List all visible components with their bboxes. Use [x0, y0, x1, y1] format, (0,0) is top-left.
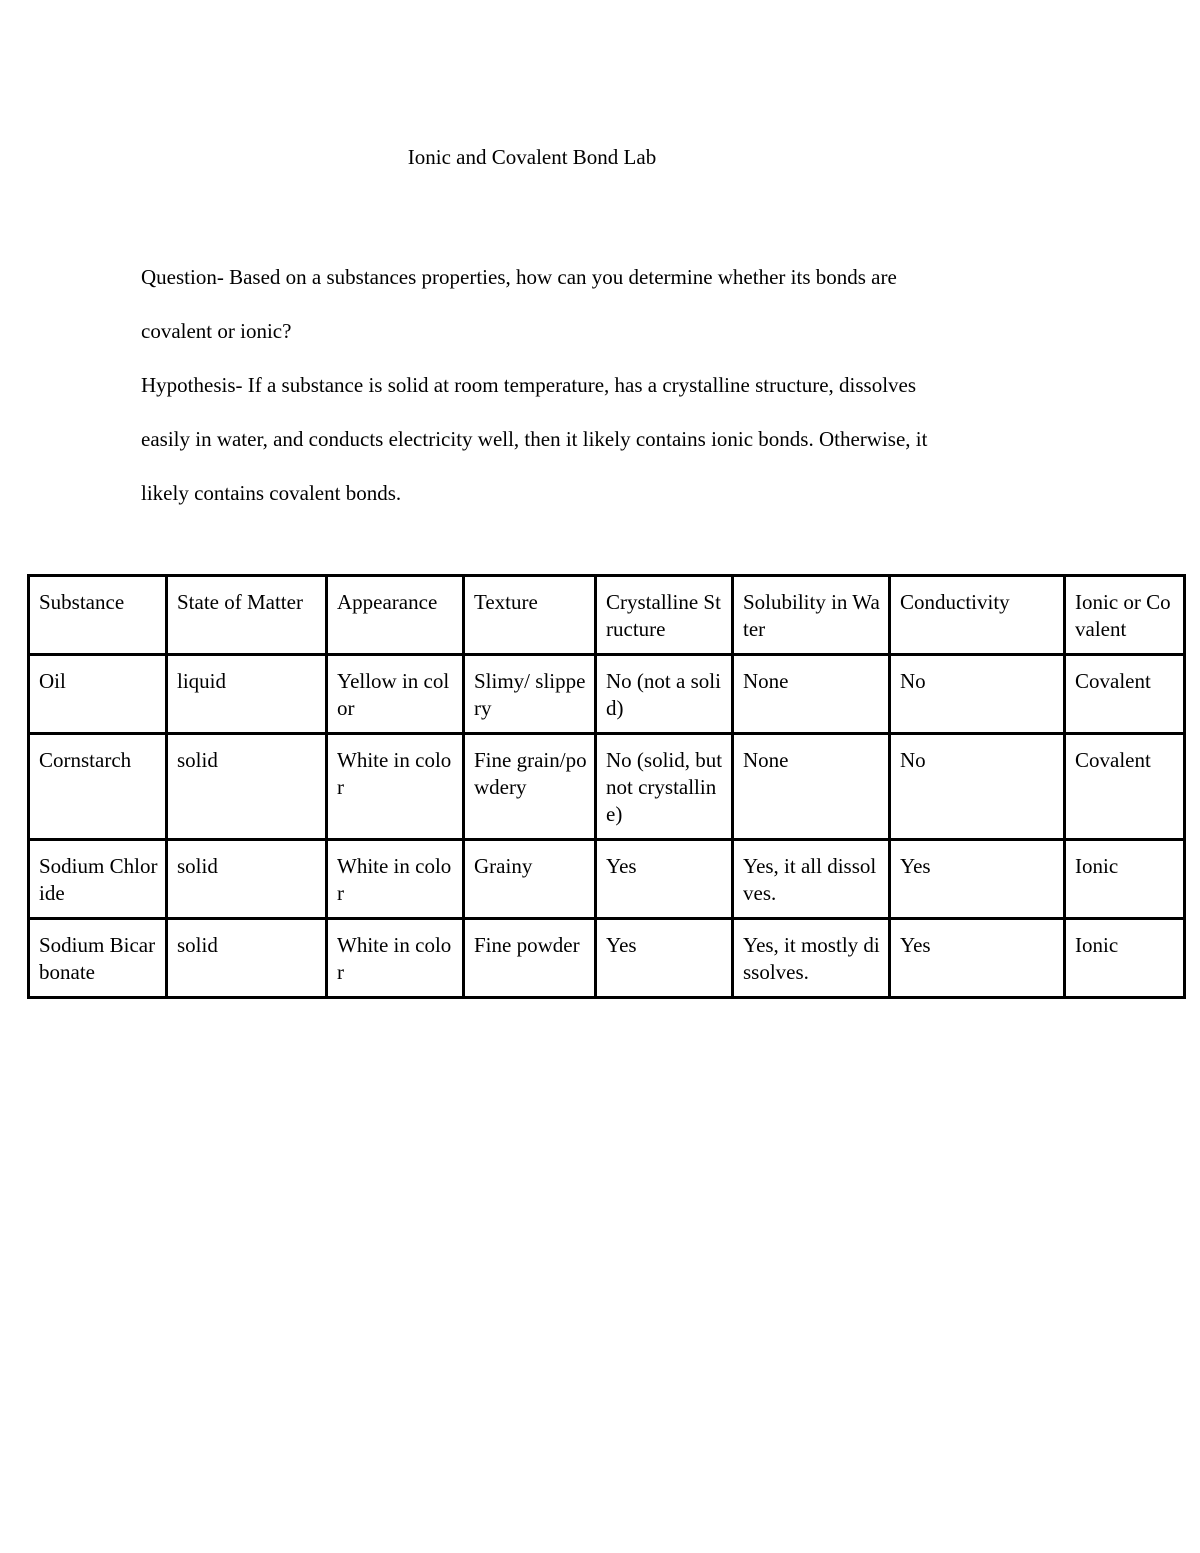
table-cell: No: [890, 734, 1065, 840]
table-cell: Oil: [29, 655, 167, 734]
question-hypothesis-text: [141, 250, 1041, 520]
table-cell: White in color: [327, 734, 464, 840]
table-row: [29, 734, 1185, 840]
table-header-row: [29, 576, 1185, 655]
table-cell: solid: [167, 840, 327, 919]
table-row: [29, 655, 1185, 734]
table-cell: Ionic: [1065, 840, 1185, 919]
table-cell: Yes: [890, 840, 1065, 919]
table-cell: Yellow in color: [327, 655, 464, 734]
table-cell: No: [890, 655, 1065, 734]
header-cell-appearance: Appearance: [327, 576, 464, 655]
table-cell: White in color: [327, 919, 464, 998]
table-row: [29, 840, 1185, 919]
table-cell: Fine grain/powdery: [464, 734, 596, 840]
header-cell-substance: Substance: [29, 576, 167, 655]
table-cell: Yes, it all dissolves.: [733, 840, 890, 919]
results-table: [27, 574, 1186, 999]
table-row: [29, 919, 1185, 998]
table-cell: No (not a solid): [596, 655, 733, 734]
table-cell: Cornstarch: [29, 734, 167, 840]
page-title: Ionic and Covalent Bond Lab: [407, 145, 657, 169]
hypothesis-line-2: easily in water, and conducts electricity well, then it likely contains ionic bonds. Otherwise, it: [141, 427, 928, 451]
table-cell: Grainy: [464, 840, 596, 919]
header-cell-solubility: Solubility in Water: [733, 576, 890, 655]
table-cell: Yes: [596, 919, 733, 998]
header-cell-state-of-matter: State of Matter: [167, 576, 327, 655]
table-cell: Sodium Bicarbonate: [29, 919, 167, 998]
table-cell: solid: [167, 919, 327, 998]
table-cell: Slimy/ slippery: [464, 655, 596, 734]
table-cell: Yes: [890, 919, 1065, 998]
header-cell-crystalline-structure: Crystalline Structure: [596, 576, 733, 655]
question-line-1: Question- Based on a substances properties, how can you determine whether its bonds are: [141, 265, 897, 289]
table-cell: Ionic: [1065, 919, 1185, 998]
hypothesis-line-3: likely contains covalent bonds.: [141, 481, 402, 505]
table-cell: Sodium Chloride: [29, 840, 167, 919]
table-cell: Yes: [596, 840, 733, 919]
hypothesis-line-1: Hypothesis- If a substance is solid at room temperature, has a crystalline structure, dissolves: [141, 373, 917, 397]
table-cell: Covalent: [1065, 655, 1185, 734]
table-cell: solid: [167, 734, 327, 840]
header-cell-conductivity: Conductivity: [890, 576, 1065, 655]
header-cell-bond-type: Ionic or Covalent: [1065, 576, 1185, 655]
table-cell: None: [733, 655, 890, 734]
table-cell: liquid: [167, 655, 327, 734]
table-cell: No (solid, but not crystalline): [596, 734, 733, 840]
header-cell-texture: Texture: [464, 576, 596, 655]
table-cell: None: [733, 734, 890, 840]
table-cell: White in color: [327, 840, 464, 919]
table-cell: Covalent: [1065, 734, 1185, 840]
table-cell: Yes, it mostly dissolves.: [733, 919, 890, 998]
table-cell: Fine powder: [464, 919, 596, 998]
question-line-2: covalent or ionic?: [141, 319, 292, 343]
